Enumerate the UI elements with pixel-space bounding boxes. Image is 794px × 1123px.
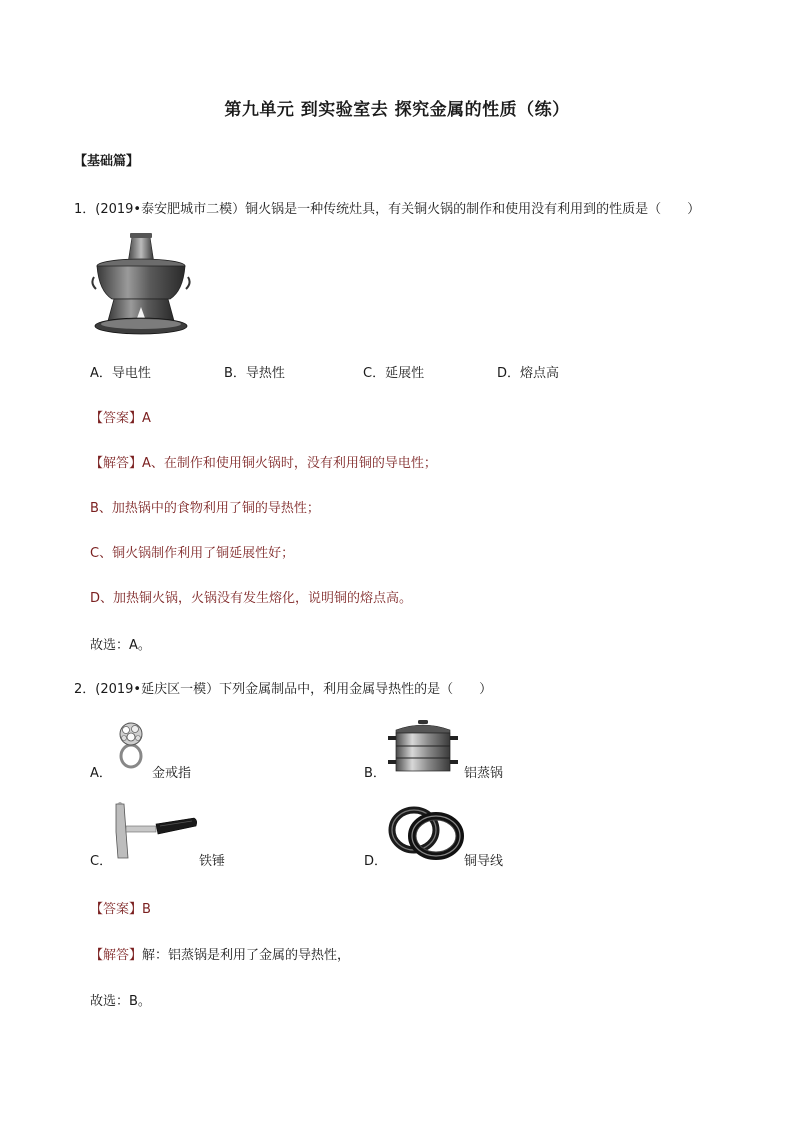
- q2-option-b-label[interactable]: 铝蒸锅: [464, 766, 504, 781]
- answer-value: A: [142, 411, 151, 426]
- q1-explain-d: D、加热铜火锅，火锅没有发生熔化，说明铜的熔点高。: [90, 591, 413, 606]
- q1-explain-c: C、铜火锅制作利用了铜延展性好；: [90, 546, 295, 561]
- explain-line: A、在制作和使用铜火锅时，没有利用铜的导电性；: [142, 456, 437, 471]
- explain-tag: 【解答】: [90, 456, 143, 471]
- q2-option-c-letter[interactable]: C．: [90, 854, 113, 869]
- q1-option-b[interactable]: B．导热性: [224, 366, 285, 381]
- answer-value: B: [142, 902, 151, 917]
- q2-explain: [90, 944, 350, 963]
- q1-conclusion: 故选：A。: [90, 638, 151, 653]
- q2-option-d-label[interactable]: 铜导线: [464, 854, 504, 869]
- question-2-stem: 2．(2019•延庆区一模）下列金属制品中，利用金属导热性的是（ ）: [74, 682, 493, 697]
- q1-option-a[interactable]: A．导电性: [90, 366, 151, 381]
- q2-option-c-label[interactable]: 铁锤: [199, 854, 226, 869]
- q2-option-a-letter[interactable]: A．: [90, 766, 112, 781]
- q2-conclusion: 故选：B。: [90, 994, 151, 1009]
- section-heading: 【基础篇】: [74, 154, 140, 169]
- q2-option-a-label[interactable]: 金戒指: [152, 766, 192, 781]
- explain-tag: 【解答】: [90, 948, 143, 963]
- q1-explain-b: B、加热锅中的食物利用了铜的导热性；: [90, 501, 320, 516]
- q2-answer: [90, 898, 151, 917]
- explain-line: 解：铝蒸锅是利用了金属的导热性，: [142, 948, 351, 963]
- steamer-icon: [388, 720, 458, 774]
- q2-option-d-letter[interactable]: D．: [364, 854, 388, 869]
- ring-icon: [113, 718, 149, 770]
- answer-tag: 【答案】: [90, 411, 143, 426]
- q2-option-b-letter[interactable]: B．: [364, 766, 386, 781]
- q1-explain-a: [90, 452, 437, 471]
- q1-answer: [90, 407, 151, 426]
- q1-option-c[interactable]: C．延展性: [363, 366, 425, 381]
- copper-hotpot-image: [90, 233, 192, 337]
- q1-option-d[interactable]: D．熔点高: [497, 366, 560, 381]
- answer-tag: 【答案】: [90, 902, 143, 917]
- page-title: 第九单元 到实验室去 探究金属的性质（练）: [224, 100, 570, 120]
- question-1-stem: 1．(2019•泰安肥城市二模）铜火锅是一种传统灶具，有关铜火锅的制作和使用没有利用到的性质是（ ）: [74, 202, 701, 217]
- wire-coil-icon: [388, 804, 464, 860]
- hammer-icon: [110, 802, 198, 860]
